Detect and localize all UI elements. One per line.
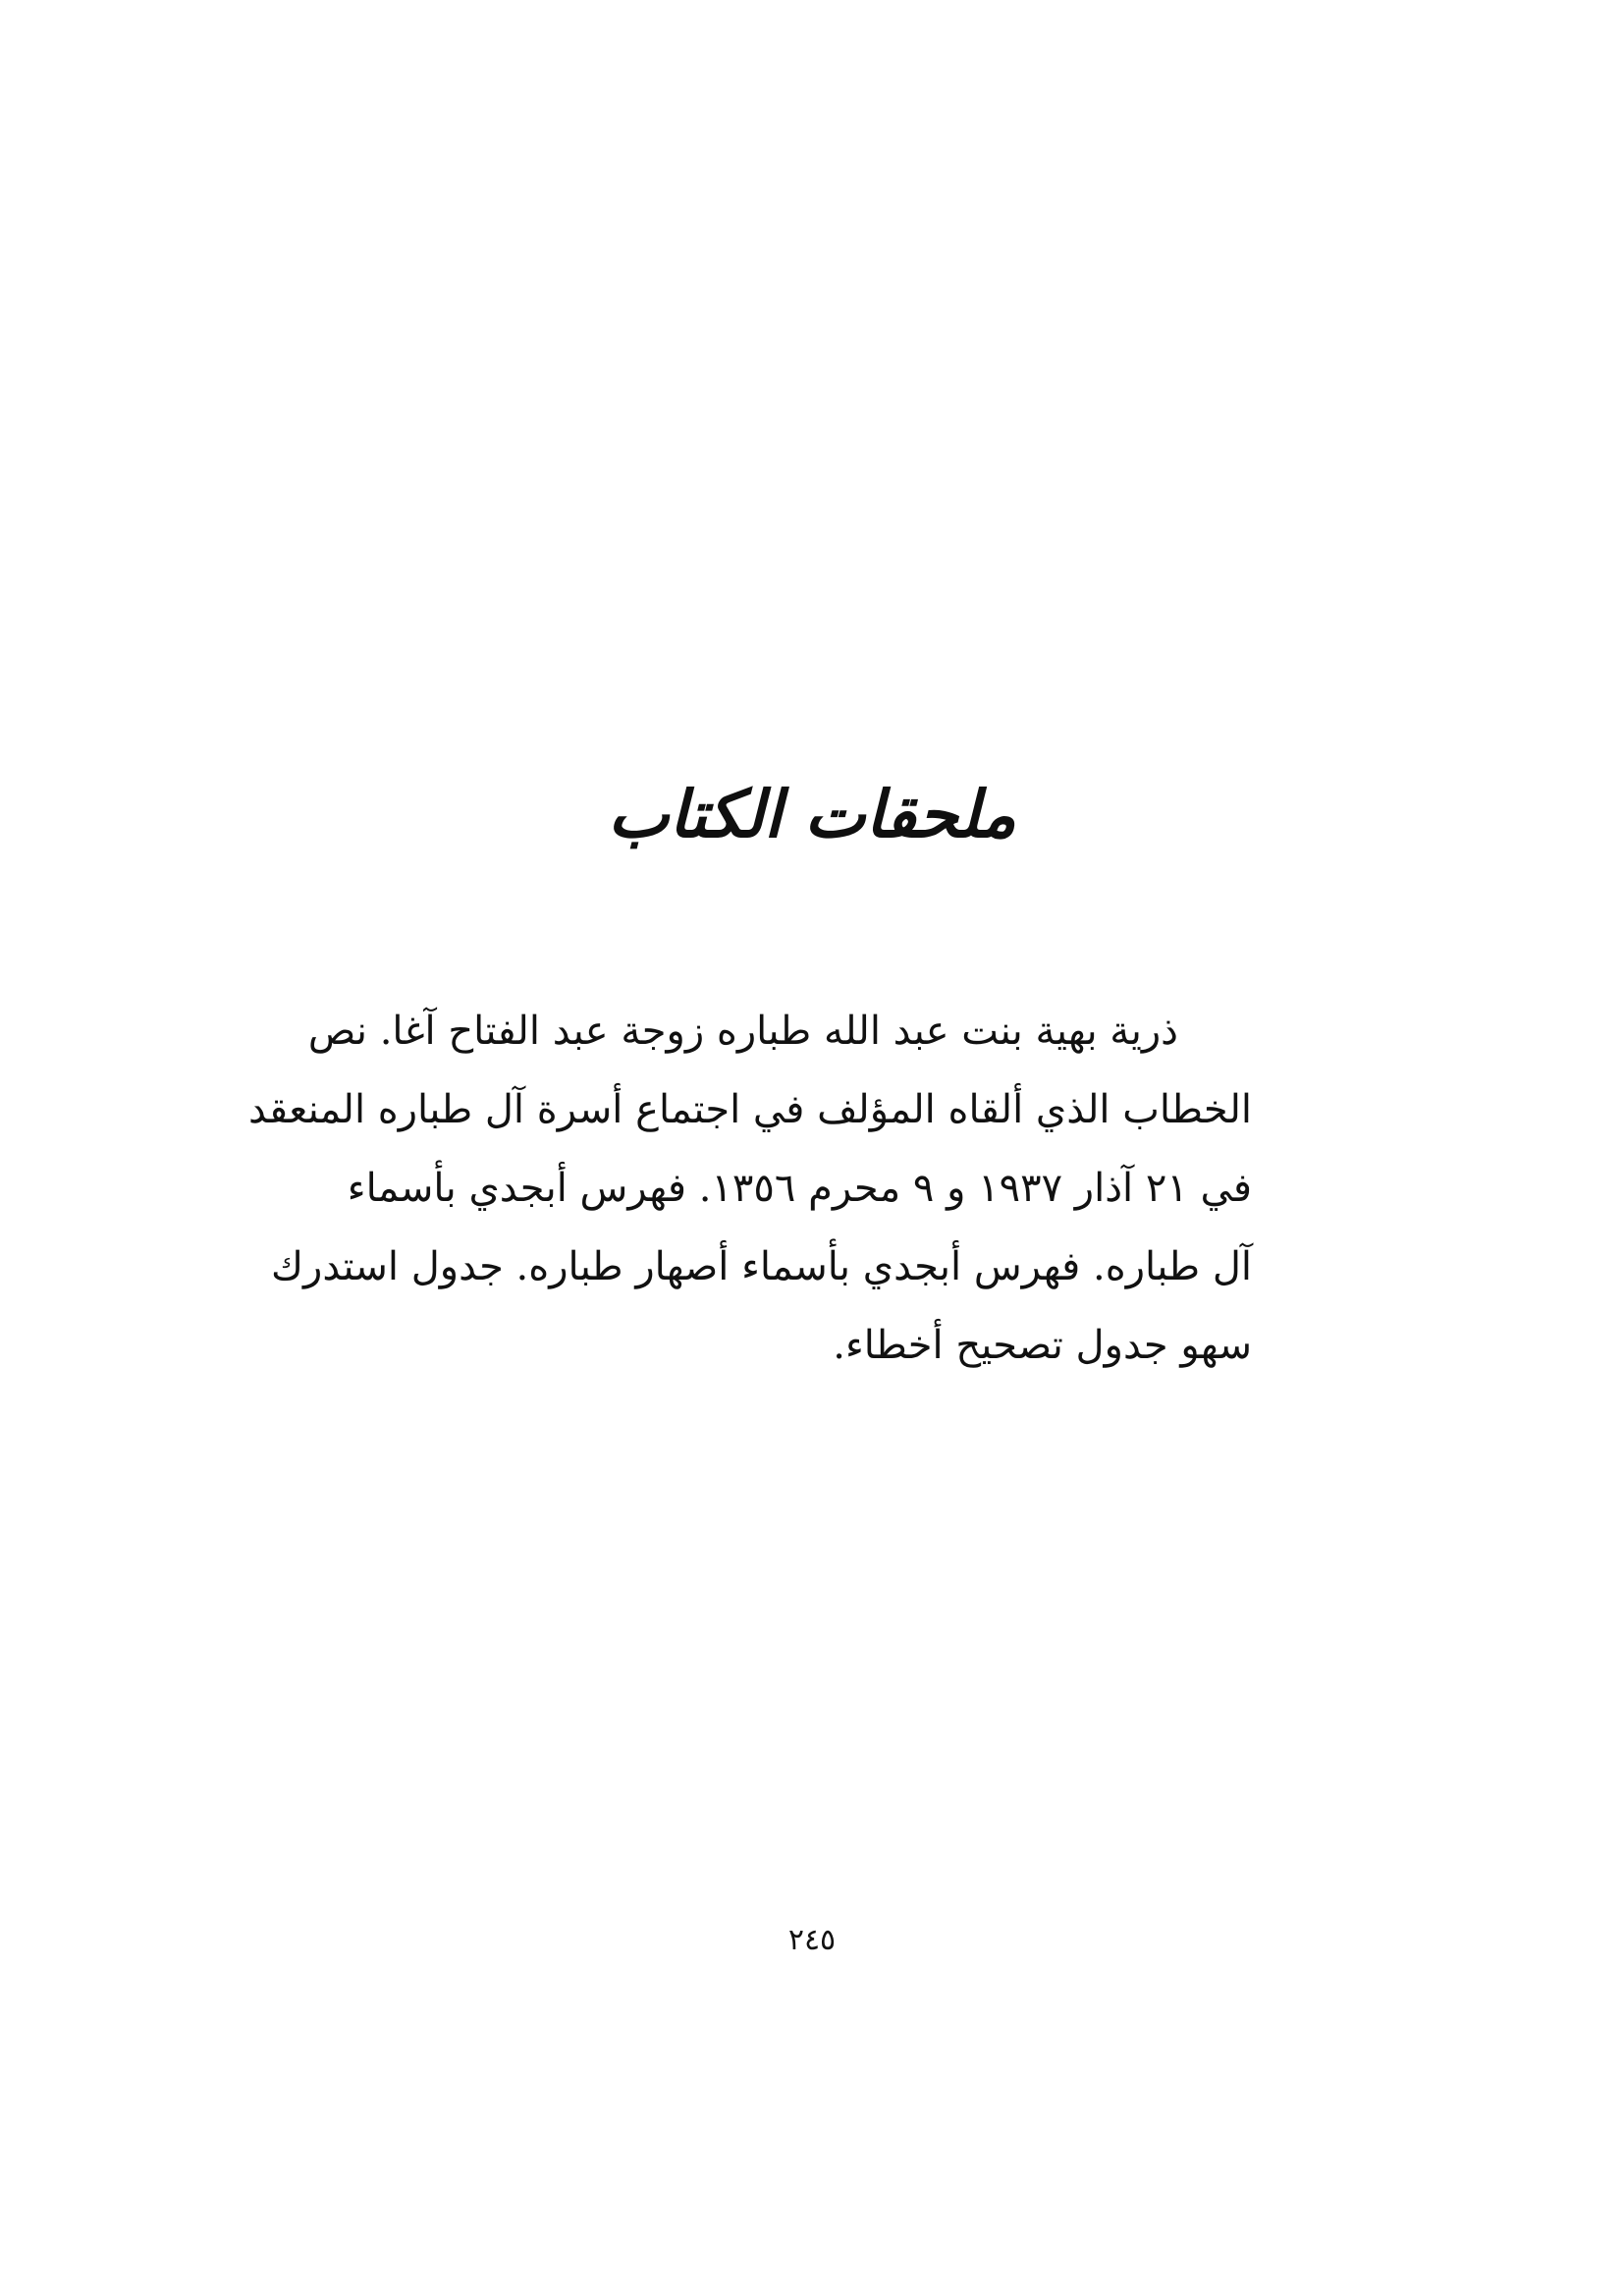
paragraph-line-4: آل طباره. فهرس أبجدي بأسماء أصهار طباره. جدول استدرك: [271, 1244, 1252, 1289]
paragraph-line-5: سهو جدول تصحيح أخطاء.: [833, 1323, 1252, 1368]
paragraph-line-1: ذرية بهية بنت عبد الله طباره زوجة عبد الفتاح آغا. نص: [307, 1009, 1178, 1054]
paragraph-line-2: الخطاب الذي ألقاه المؤلف في اجتماع أسرة آل طباره المنعقد: [248, 1087, 1252, 1132]
chapter-title: ملحقات الكتاب: [608, 776, 1016, 852]
paragraph-line-3: في ٢١ آذار ١٩٣٧ و ٩ محرم ١٣٥٦. فهرس أبجدي بأسماء: [347, 1166, 1252, 1211]
body-paragraph: [248, 992, 1252, 1385]
page-number: ٢٤٥: [787, 1923, 837, 1957]
